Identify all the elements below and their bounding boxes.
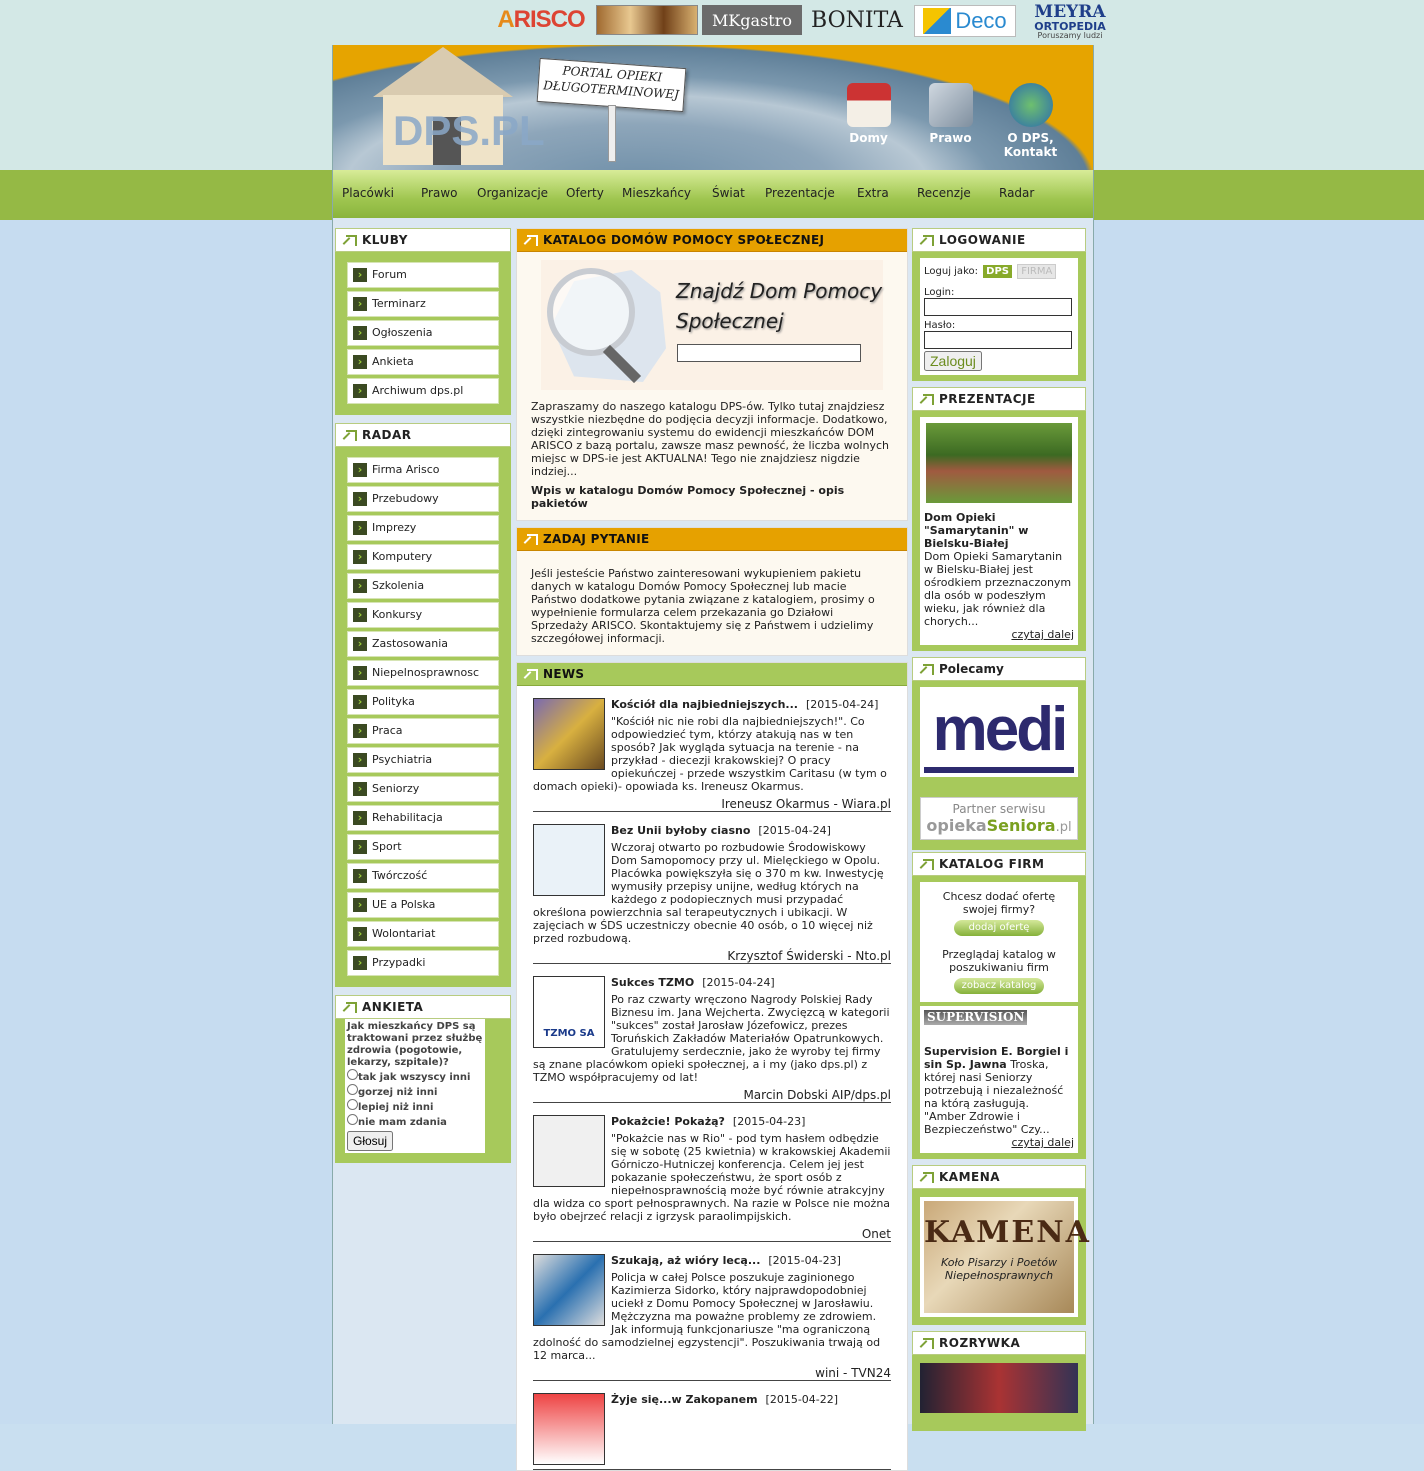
poll-option-2[interactable] <box>347 1084 358 1095</box>
news-thumbnail[interactable] <box>533 976 605 1048</box>
radar-item[interactable] <box>347 863 499 889</box>
arrow-icon <box>527 235 538 246</box>
polecamy-box <box>912 657 1086 850</box>
supervision-logo[interactable]: SUPERVISION <box>924 1010 1027 1025</box>
news-text: Po raz czwarty wręczono Nagrody Polskiej Rady Biznesu im. Jana Wejcherta. Zwycięzcą w kategorii "sukces" został Jarosław Józefowicz, prezes Toruńskich Zakładów Materiałów Opatrunkowych. Gratulujemy serdecznie, jako że wyroby tej firmy są znane placówkom opieki społecznej, a i my (jako dps.pl) z TZMO współpracujemy od lat! <box>533 993 890 1084</box>
nav-extra[interactable]: Extra <box>857 186 889 200</box>
news-title[interactable]: Pokażcie! Pokażą? <box>611 1115 725 1128</box>
news-author: Onet <box>861 1227 891 1241</box>
chevron-right-icon: › <box>353 268 367 282</box>
arrow-icon <box>923 394 934 405</box>
login-button[interactable]: Zaloguj <box>924 351 982 371</box>
arrow-icon <box>527 534 538 545</box>
news-title[interactable]: Żyje się...w Zakopanem <box>611 1393 758 1406</box>
chevron-right-icon: › <box>353 355 367 369</box>
kamena-logo[interactable]: KAMENA Koło Pisarzy i Poetów Niepełnosprawnych <box>924 1201 1074 1313</box>
chevron-right-icon: › <box>353 297 367 311</box>
radar-item-label: Rehabilitacja <box>372 811 443 824</box>
radar-item-label: Firma Arisco <box>372 463 440 476</box>
chevron-right-icon: › <box>353 492 367 506</box>
news-thumbnail[interactable] <box>533 1393 605 1465</box>
kluby-item-terminarz[interactable]: › Terminarz <box>347 291 499 317</box>
news-thumbnail[interactable] <box>533 1115 605 1187</box>
meyra-logo[interactable]: MEYRA ORTOPEDIA Poruszamy ludzi <box>1034 2 1106 40</box>
deco-logo[interactable]: Deco <box>914 5 1016 37</box>
arrow-icon <box>346 430 357 441</box>
kluby-heading: KLUBY <box>335 228 511 252</box>
katalog-box <box>516 228 908 521</box>
arisco-logo[interactable]: A RISCO <box>497 6 585 33</box>
radar-item[interactable] <box>347 892 499 918</box>
chevron-right-icon: › <box>353 782 367 796</box>
arrow-icon <box>346 235 357 246</box>
chevron-right-icon: › <box>353 956 367 970</box>
radar-item-label: Wolontariat <box>372 927 436 940</box>
nav-recenzje[interactable]: Recenzje <box>917 186 971 200</box>
radar-item[interactable] <box>347 486 499 512</box>
login-heading: LOGOWANIE <box>912 228 1086 252</box>
news-title[interactable]: Szukają, aż wióry lecą... <box>611 1254 761 1267</box>
arrow-icon <box>923 1338 934 1349</box>
news-title[interactable]: Bez Unii byłoby ciasno <box>611 824 751 837</box>
supervision-text: Troska, której nasi Seniorzy potrzebują i niezależność na którą zasługują. "Amber Zdrowie i Bezpieczeństwo" Czy... <box>924 1058 1064 1136</box>
news-author: wini - TVN24 <box>815 1366 891 1380</box>
news-date: [2015-04-22] <box>765 1393 839 1406</box>
ankieta-box: ANKIETA Jak mieszkańcy DPS są traktowani przez służbę zdrowia (pogotowie, lekarzy, szpitale)? tak jak wszyscy inni gorzej niż inni lepiej niż inni nie mam zdania Głosuj <box>335 995 511 1163</box>
nav-prawo[interactable]: Prawo <box>421 186 458 200</box>
radar-item[interactable] <box>347 544 499 570</box>
news-date: [2015-04-24] <box>758 824 831 837</box>
radar-item-label: Szkolenia <box>372 579 425 592</box>
poll-option-4[interactable] <box>347 1114 358 1125</box>
nav-prezentacje[interactable]: Prezentacje <box>765 186 835 200</box>
news-author <box>533 1465 891 1469</box>
login-box <box>912 228 1086 381</box>
nav-oferty[interactable]: Oferty <box>566 186 604 200</box>
katalog-packages-link[interactable]: Wpis w katalogu Domów Pomocy Społecznej - opis pakietów <box>531 484 845 510</box>
chevron-right-icon: › <box>353 384 367 398</box>
news-item <box>533 1242 891 1381</box>
poll-option-1[interactable] <box>347 1069 358 1080</box>
radar-item-label: Niepelnosprawnosc <box>372 666 480 679</box>
news-item <box>533 1381 891 1470</box>
medi-logo[interactable]: medi <box>924 691 1074 773</box>
news-date: [2015-04-24] <box>702 976 775 989</box>
news-box <box>516 662 908 1471</box>
katalog-firm-box <box>912 852 1086 1159</box>
chevron-right-icon: › <box>353 869 367 883</box>
nav-mieszkancy[interactable]: Mieszkańcy <box>622 186 692 200</box>
news-thumbnail[interactable] <box>533 824 605 896</box>
radar-item[interactable] <box>347 718 499 744</box>
page-container <box>332 45 1094 1424</box>
globe-document-icon <box>1009 83 1053 127</box>
news-text: "Kościół nic nie robi dla najbiedniejszych!". Co odpowiedzieć tym, którzy atakują nas w ten sposób? Jak wygląda sytuacja na terenie - na przykład - diecezji krakowskiej? O pracy opiekuńczej - przede wszystkim Caritasu (w tym o domach opieki)- opowiada ks. Ireneusz Okarmus. <box>533 715 887 793</box>
polecamy-heading: Polecamy <box>912 657 1086 681</box>
arrow-icon <box>923 1172 934 1183</box>
news-thumbnail[interactable] <box>533 1254 605 1326</box>
radar-item[interactable] <box>347 950 499 976</box>
kluby-item-ogloszenia[interactable]: › Ogłoszenia <box>347 320 499 346</box>
left-column <box>335 228 511 1163</box>
radar-item-label: Sport <box>372 840 402 853</box>
header-link-kontakt[interactable]: O DPS, Kontakt <box>993 83 1068 159</box>
chevron-right-icon: › <box>353 637 367 651</box>
chevron-right-icon: › <box>353 608 367 622</box>
zadaj-heading: ZADAJ PYTANIE <box>517 528 907 551</box>
news-text: "Pokażcie nas w Rio" - pod tym hasłem odbędzie się w sobotę (25 kwietnia) w krakowskiej Akademii Górniczo-Hutniczej konferencja. Celem jej jest pokazanie społeczeństwu, że sport osób z niepełnosprawnością może być równie atrakcyjny dla widza co sport pełnosprawnych. Na razie w Polsce nie można było obejrzeć relacji z igrzysk paraolimpijskich. <box>533 1132 891 1223</box>
dps-search-input[interactable] <box>677 344 861 362</box>
radar-item-label: Twórczość <box>372 869 428 882</box>
arrow-icon <box>527 669 538 680</box>
dps-house-logo[interactable]: DPS.PL <box>363 47 563 167</box>
nav-swiat[interactable]: Świat <box>712 186 745 200</box>
zadaj-box <box>516 527 908 656</box>
radar-item[interactable] <box>347 834 499 860</box>
radar-item-label: Konkursy <box>372 608 423 621</box>
arrow-icon <box>923 664 934 675</box>
radar-heading: RADAR <box>335 423 511 447</box>
browse-catalog-text: Przeglądaj katalog w poszukiwaniu firm <box>942 948 1056 974</box>
radar-item-label: Psychiatria <box>372 753 433 766</box>
rozrywka-image[interactable] <box>920 1363 1078 1413</box>
login-firma-tab[interactable]: FIRMA <box>1017 264 1056 279</box>
site-header <box>333 45 1093 170</box>
news-text: Wczoraj otwarto po rozbudowie Środowiskowy Dom Samopomocy przy ul. Mielęckiego w Opolu. Placówka powiększyła się o 370 m kw. Inwestycję wymusiły przepisy unijne, według których na każdego z podopiecznych musi przypadać określona powierzchnia sal terapeutycznych i ubikacji. W zajęciach w ŚDS uczestniczy obecnie 40 osób, o 10 więcej niż przed rozbudową. <box>533 841 884 945</box>
arrow-icon <box>923 859 934 870</box>
browse-catalog-button[interactable]: zobacz katalog <box>954 978 1044 994</box>
news-title[interactable]: Kościół dla najbiedniejszych... <box>611 698 798 711</box>
news-date: [2015-04-23] <box>768 1254 841 1267</box>
news-thumbnail[interactable] <box>533 698 605 770</box>
chevron-right-icon: › <box>353 666 367 680</box>
katalog-firm-heading: KATALOG FIRM <box>912 852 1086 876</box>
gavel-icon <box>929 83 973 127</box>
radar-item[interactable] <box>347 631 499 657</box>
poll-option-3[interactable] <box>347 1099 358 1110</box>
chevron-right-icon: › <box>353 579 367 593</box>
chevron-right-icon: › <box>353 521 367 535</box>
vote-button[interactable]: Głosuj <box>347 1131 393 1151</box>
header-link-domy[interactable]: Domy <box>831 83 906 145</box>
sponsor-photo-logo[interactable] <box>596 5 698 35</box>
poll-question: Jak mieszkańcy DPS są traktowani przez służbę zdrowia (pogotowie, lekarzy, szpitale)? <box>347 1021 483 1068</box>
nav-organizacje[interactable]: Organizacje <box>477 186 549 200</box>
radar-item[interactable] <box>347 689 499 715</box>
radar-item[interactable] <box>347 660 499 686</box>
katalog-heading: KATALOG DOMÓW POMOCY SPOŁECZNEJ <box>517 229 907 252</box>
radar-item-label: Zastosowania <box>372 637 449 650</box>
radar-item-label: Przypadki <box>372 956 426 969</box>
news-item <box>533 686 891 812</box>
katalog-text: Zapraszamy do naszego katalogu DPS-ów. Tylko tutaj znajdziesz wszystkie niezbędne do podjęcia decyzji informacje. Dodatkowo, dzięki zintegrowaniu systemu do ewidencji mieszkańców DOM ARISCO z bazą portalu, zawsze masz pewność, że liczba wolnych miejsc w DPS-ie jest AKTUALNA! Tego nie znajdziesz nigdzie indziej... <box>531 400 889 478</box>
bonita-logo[interactable]: BONITA <box>811 7 903 33</box>
news-date: [2015-04-24] <box>805 698 879 711</box>
deco-mark-icon <box>923 8 951 34</box>
main-nav <box>333 170 1093 218</box>
sign-post <box>608 105 616 162</box>
search-widget <box>541 260 883 390</box>
right-column <box>912 228 1091 1431</box>
news-date: [2015-04-23] <box>732 1115 806 1128</box>
zadaj-text[interactable]: Jeśli jesteście Państwo zainteresowani wykupieniem pakietu danych w katalogu Domów Pomocy Społecznej lub macie Państwo dodatkowe pytania związane z katalogiem, prosimy o wypełnienie formularza celem przekazania go Działowi Sprzedaży ARISCO. Skontaktujemy się z Państwem i udzielimy szczegółowej informacji. <box>517 551 907 655</box>
chevron-right-icon: › <box>353 724 367 738</box>
chevron-right-icon: › <box>353 898 367 912</box>
radar-item[interactable] <box>347 747 499 773</box>
kluby-item-ankieta[interactable]: › Ankieta <box>347 349 499 375</box>
house-icon <box>847 83 891 127</box>
prezentacje-photo[interactable] <box>924 421 1074 505</box>
radar-item[interactable] <box>347 457 499 483</box>
radar-item[interactable] <box>347 776 499 802</box>
news-item <box>533 812 891 964</box>
search-heading: Znajdź Dom Pomocy Społecznej <box>676 279 883 333</box>
prezentacje-heading: PREZENTACJE <box>912 387 1086 411</box>
prezentacje-title[interactable]: Dom Opieki "Samarytanin" w Bielsku-Białej <box>924 511 1029 550</box>
kamena-box <box>912 1165 1091 1325</box>
chevron-right-icon: › <box>353 840 367 854</box>
radar-item-label: Przebudowy <box>372 492 439 505</box>
magnifier-icon <box>547 268 635 356</box>
login-as-label: Loguj jako: <box>924 266 978 277</box>
news-heading: NEWS <box>517 663 907 686</box>
news-author: Ireneusz Okarmus - Wiara.pl <box>721 797 891 811</box>
chevron-right-icon: › <box>353 927 367 941</box>
chevron-right-icon: › <box>353 550 367 564</box>
chevron-right-icon: › <box>353 695 367 709</box>
prezentacje-text: Dom Opieki Samarytanin w Bielsku-Białej jest ośrodkiem przeznaczonym dla osób w podeszłym wieku, jak również dla chorych... <box>924 550 1072 628</box>
kluby-box <box>335 228 511 415</box>
login-input[interactable] <box>924 298 1072 316</box>
middle-column <box>516 228 908 1471</box>
news-author: Krzysztof Świderski - Nto.pl <box>727 949 891 963</box>
mkgastro-logo[interactable]: MKgastro <box>702 5 802 35</box>
radar-item[interactable] <box>347 602 499 628</box>
tzmo-logo-label: TZMO SA <box>543 1028 595 1039</box>
news-item <box>533 1103 891 1242</box>
radar-item-label: Imprezy <box>372 521 417 534</box>
radar-item[interactable] <box>347 573 499 599</box>
supervision-title[interactable]: Supervision E. Borgiel i sin Sp. Jawna <box>924 1045 1069 1071</box>
header-link-prawo[interactable]: Prawo <box>913 83 988 145</box>
radar-item-label: UE a Polska <box>372 898 436 911</box>
news-item <box>533 964 891 1103</box>
radar-item[interactable] <box>347 515 499 541</box>
nav-placowki[interactable]: Placówki <box>342 186 394 200</box>
kluby-item-forum[interactable]: › Forum <box>347 262 499 288</box>
chevron-right-icon: › <box>353 753 367 767</box>
news-text: Policja w całej Polsce poszukuje zaginionego Kazimierza Sidorko, który najprawdopodobniej uciekł z Domu Pomocy Społecznej w Jarosławiu. Mężczyzna ma poważne problemy ze zdrowiem. Jak informują funkcjonariusze "ma ograniczoną zdolność do samodzielnej egzystencji". Poszukiwania trwają od 12 marca... <box>533 1271 881 1362</box>
radar-item-label: Komputery <box>372 550 433 563</box>
radar-item-label: Seniorzy <box>372 782 420 795</box>
chevron-right-icon: › <box>353 463 367 477</box>
rozrywka-heading: ROZRYWKA <box>912 1331 1086 1355</box>
password-input[interactable] <box>924 331 1072 349</box>
news-list <box>517 686 907 1470</box>
opiekaseniora-logo[interactable]: Partner serwisu opiekaSeniora.pl <box>920 797 1078 840</box>
chevron-right-icon: › <box>353 326 367 340</box>
arrow-icon <box>346 1002 357 1013</box>
radar-box <box>335 423 511 987</box>
news-author: Marcin Dobski AIP/dps.pl <box>743 1088 891 1102</box>
ankieta-heading: ANKIETA <box>335 995 511 1019</box>
prezentacje-more-link[interactable]: czytaj dalej <box>1011 628 1074 641</box>
login-label: Login: <box>924 287 955 298</box>
prezentacje-box <box>912 387 1086 651</box>
news-title[interactable]: Sukces TZMO <box>611 976 695 989</box>
nav-radar[interactable]: Radar <box>999 186 1035 200</box>
radar-item-label: Polityka <box>372 695 415 708</box>
password-label: Hasło: <box>924 320 956 331</box>
arrow-icon <box>923 235 934 246</box>
radar-item[interactable] <box>347 805 499 831</box>
kluby-item-archiwum[interactable]: › Archiwum dps.pl <box>347 378 499 404</box>
radar-item-label: Praca <box>372 724 403 737</box>
portal-sign: PORTAL OPIEKI DŁUGOTERMINOWEJ <box>537 58 687 112</box>
login-dps-tab[interactable]: DPS <box>983 265 1012 278</box>
radar-item[interactable] <box>347 921 499 947</box>
supervision-more-link[interactable]: czytaj dalej <box>1011 1136 1074 1149</box>
rozrywka-box <box>912 1331 1086 1431</box>
chevron-right-icon: › <box>353 811 367 825</box>
kamena-heading: KAMENA <box>912 1165 1086 1189</box>
add-offer-text: Chcesz dodać ofertę swojej firmy? <box>942 890 1056 916</box>
add-offer-button[interactable]: dodaj ofertę <box>954 920 1044 936</box>
